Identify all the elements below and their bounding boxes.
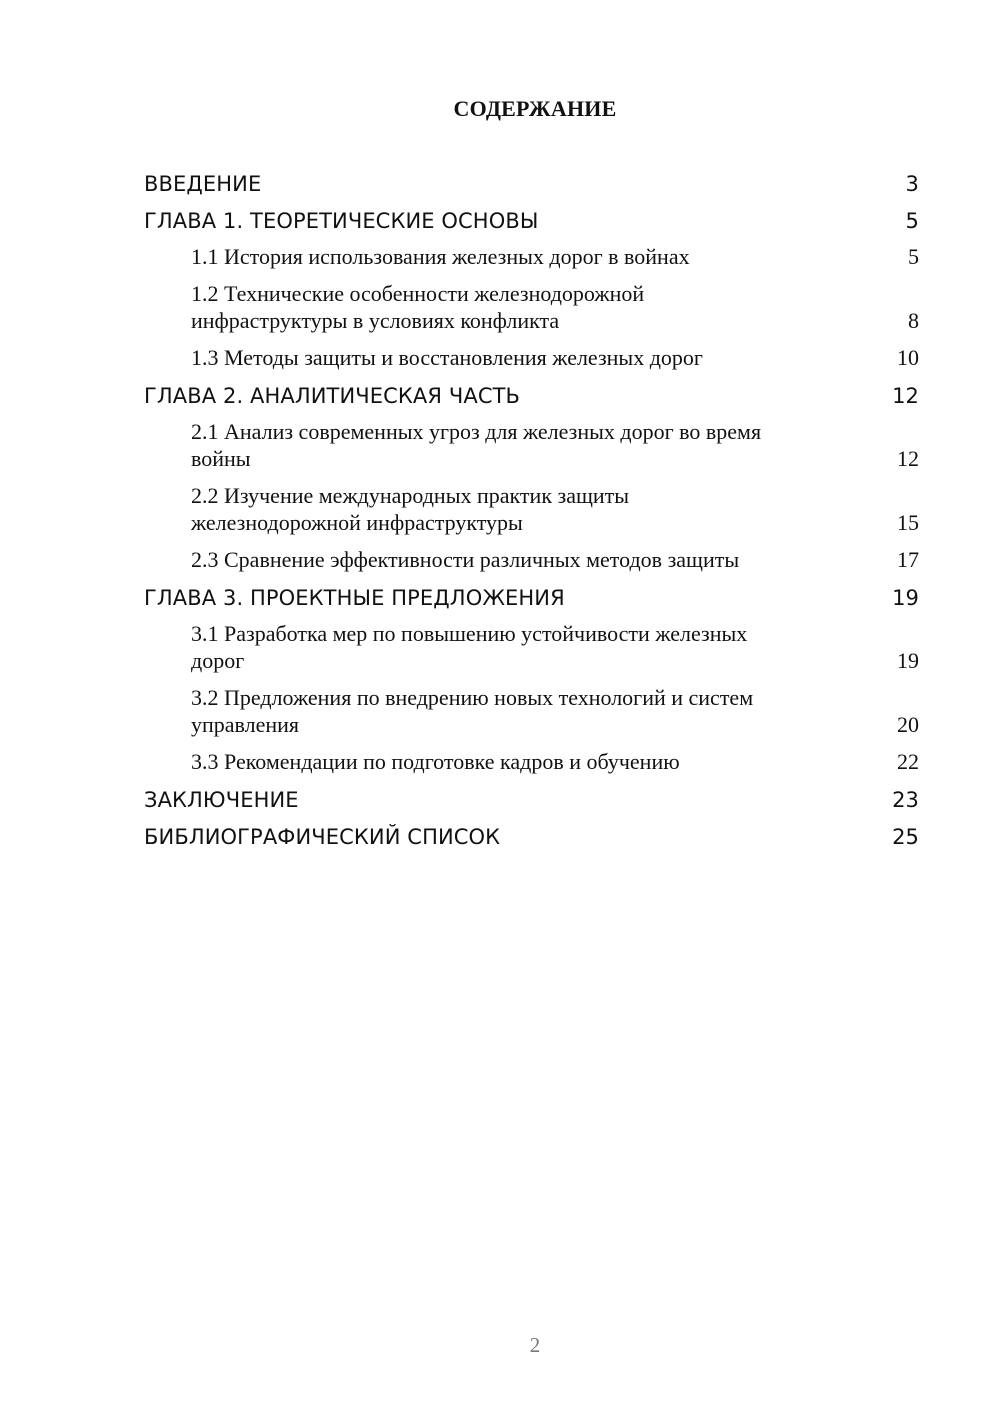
toc-entry-text: 3.3 Рекомендации по подготовке кадров и обучению — [191, 749, 680, 774]
toc-entry-page: 5 — [908, 244, 919, 269]
toc-entry-section-2-3 — [144, 546, 919, 583]
toc-entry-page: 8 — [908, 308, 919, 333]
toc-entry-text: 2.1 Анализ современных угроз для железных дорог во время войны — [191, 419, 762, 471]
toc-entry-section-3-1 — [144, 620, 919, 684]
toc-entry-section-3-2 — [144, 684, 919, 748]
toc-entry-section-3-3 — [144, 748, 919, 785]
toc-entry-conclusion — [144, 785, 919, 822]
toc-entry-page: 17 — [897, 547, 919, 572]
toc-entry-page: 15 — [897, 510, 919, 535]
toc-entry-text: 3.2 Предложения по внедрению новых технологий и систем управления — [191, 685, 754, 737]
toc-entry-page: 12 — [892, 384, 919, 408]
toc-entry-page: 5 — [905, 209, 919, 233]
toc-entry-chapter-3 — [144, 583, 919, 620]
toc-entry-section-1-2 — [144, 280, 919, 344]
toc-entry-text: 1.1 История использования железных дорог в войнах — [191, 244, 690, 269]
toc-entry-section-2-2 — [144, 482, 919, 546]
toc-entry-text: ЗАКЛЮЧЕНИЕ — [144, 788, 299, 812]
toc-entry-page: 19 — [892, 586, 919, 610]
toc-entry-page: 20 — [897, 712, 919, 737]
toc-entry-page: 23 — [892, 788, 919, 812]
toc-entry-text: ГЛАВА 1. ТЕОРЕТИЧЕСКИЕ ОСНОВЫ — [144, 209, 539, 233]
toc-entry-section-1-3 — [144, 344, 919, 381]
toc-entry-text: 1.2 Технические особенности железнодорожной инфраструктуры в условиях конфликта — [191, 281, 645, 333]
toc-entry-bibliography — [144, 822, 919, 859]
table-of-contents — [144, 169, 919, 859]
toc-entry-text: 3.1 Разработка мер по повышению устойчивости железных дорог — [191, 621, 748, 673]
toc-entry-chapter-1 — [144, 206, 919, 243]
toc-entry-text: 2.3 Сравнение эффективности различных методов защиты — [191, 547, 740, 572]
toc-title: СОДЕРЖАНИЕ — [453, 96, 617, 121]
toc-entry-page: 12 — [897, 446, 919, 471]
toc-entry-text: 1.3 Методы защиты и восстановления железных дорог — [191, 345, 703, 370]
toc-entry-text: БИБЛИОГРАФИЧЕСКИЙ СПИСОК — [144, 825, 501, 849]
toc-entry-page: 22 — [897, 749, 919, 774]
toc-entry-text: ВВЕДЕНИЕ — [144, 172, 262, 196]
toc-entry-page: 3 — [905, 172, 919, 196]
toc-entry-page: 10 — [897, 345, 919, 370]
toc-entry-chapter-2 — [144, 381, 919, 418]
toc-entry-introduction — [144, 169, 919, 206]
page-number: 2 — [529, 1333, 541, 1357]
toc-entry-text: ГЛАВА 3. ПРОЕКТНЫЕ ПРЕДЛОЖЕНИЯ — [144, 586, 565, 610]
toc-entry-text: 2.2 Изучение международных практик защиты железнодорожной инфраструктуры — [191, 483, 630, 535]
toc-entry-section-2-1 — [144, 418, 919, 482]
toc-entry-page: 25 — [892, 825, 919, 849]
toc-entry-page: 19 — [897, 648, 919, 673]
toc-entry-section-1-1 — [144, 243, 919, 280]
toc-entry-text: ГЛАВА 2. АНАЛИТИЧЕСКАЯ ЧАСТЬ — [144, 384, 521, 408]
